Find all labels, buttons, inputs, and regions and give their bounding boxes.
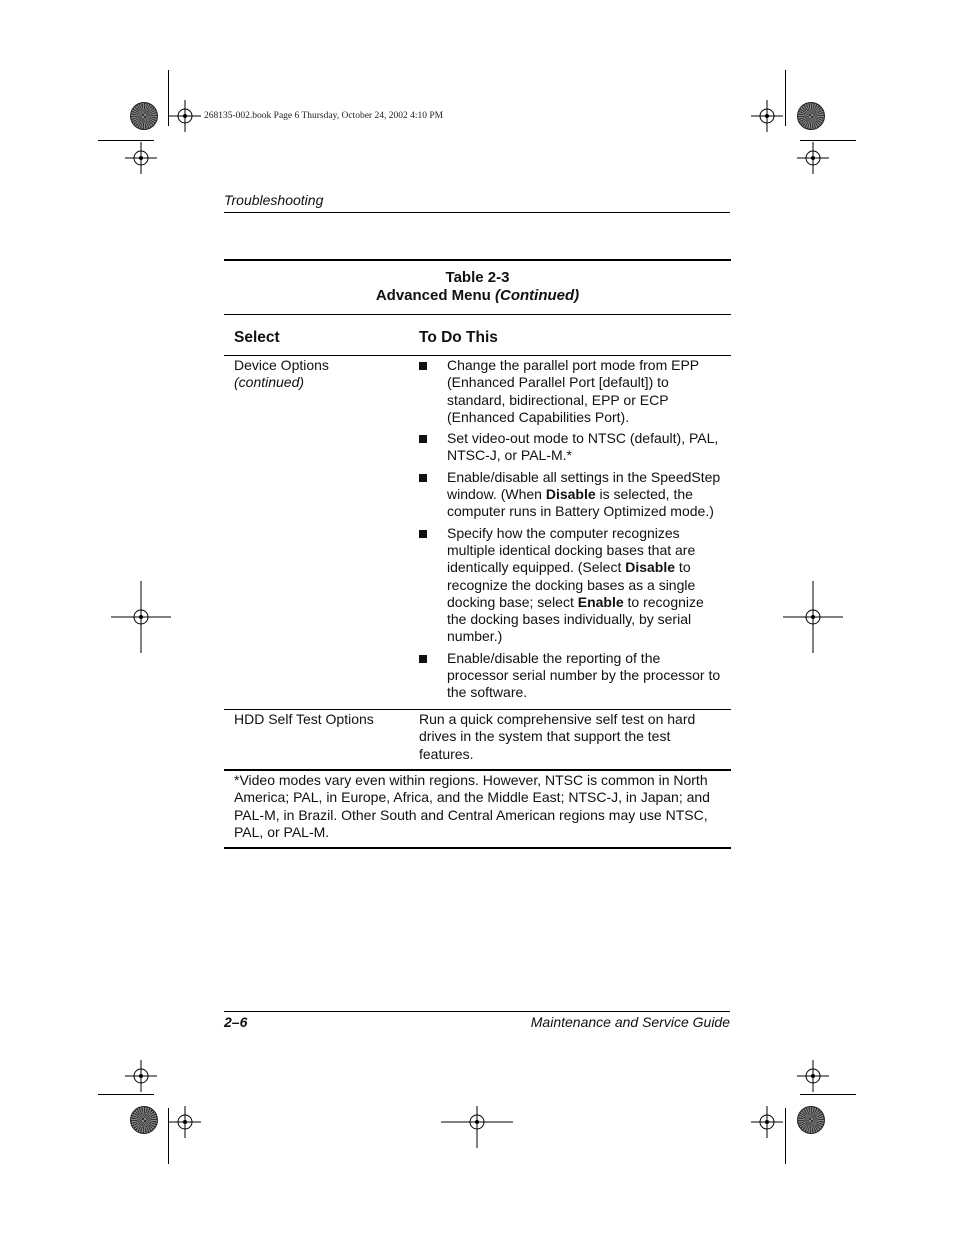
table-title: Advanced Menu (Continued) <box>375 287 580 304</box>
row-divider <box>224 709 731 710</box>
row-description: Run a quick comprehensive self test on hard drives in the system that support the test features. <box>419 711 696 762</box>
list-item: Enable/disable the reporting of the processor serial number by the processor to the software. <box>419 650 724 702</box>
column-header-to-do-this: To Do This <box>419 329 498 346</box>
table-bottom-rule <box>224 847 731 849</box>
print-slug: 268135-002.book Page 6 Thursday, October 24, 2002 4:10 PM <box>204 111 444 121</box>
table-number: Table 2-3 <box>445 269 510 286</box>
bullet-square-icon <box>419 474 427 482</box>
header-rule <box>224 212 730 213</box>
column-header-rule <box>224 355 731 356</box>
table-caption <box>224 269 731 305</box>
bullet-square-icon <box>419 530 427 538</box>
column-header-select: Select <box>234 329 280 346</box>
row-select-note: (continued) <box>234 374 305 391</box>
footer-rule <box>224 1011 730 1012</box>
list-item: Change the parallel port mode from EPP (Enhanced Parallel Port [default]) to standard, bidirectional, EPP or ECP (Enhanced Capabilities Port). <box>419 357 724 426</box>
list-item: Enable/disable all settings in the SpeedStep window. (When Disable is selected, the computer runs in Battery Optimized mode.) <box>419 469 724 521</box>
running-header: Troubleshooting <box>224 192 324 208</box>
footnote-rule <box>224 769 731 771</box>
footer-title: Maintenance and Service Guide <box>530 1014 730 1030</box>
row-select-label: HDD Self Test Options <box>234 711 374 727</box>
caption-rule <box>224 314 731 315</box>
table-row <box>234 357 404 392</box>
bullet-list <box>419 357 724 706</box>
bullet-square-icon <box>419 435 427 443</box>
bullet-square-icon <box>419 655 427 663</box>
page-number: 2–6 <box>224 1014 248 1030</box>
list-item: Set video-out mode to NTSC (default), PAL, NTSC-J, or PAL-M.* <box>419 430 724 465</box>
table-top-rule <box>224 259 731 261</box>
list-item: Specify how the computer recognizes multiple identical docking bases that are identically equipped. (Select Disable to recognize the docking bases as a single docking base; select Enable to recognize the docking bases individually, by serial number.) <box>419 525 724 646</box>
table-footnote: *Video modes vary even within regions. However, NTSC is common in North America; PAL, in Europe, Africa, and the Middle East; NTSC-J, in Japan; and PAL-M, in Brazil. Other South and Central American regions may use NTSC, PAL, or PAL-M. <box>234 772 710 840</box>
row-select-label: Device Options <box>234 357 329 373</box>
bullet-square-icon <box>419 362 427 370</box>
